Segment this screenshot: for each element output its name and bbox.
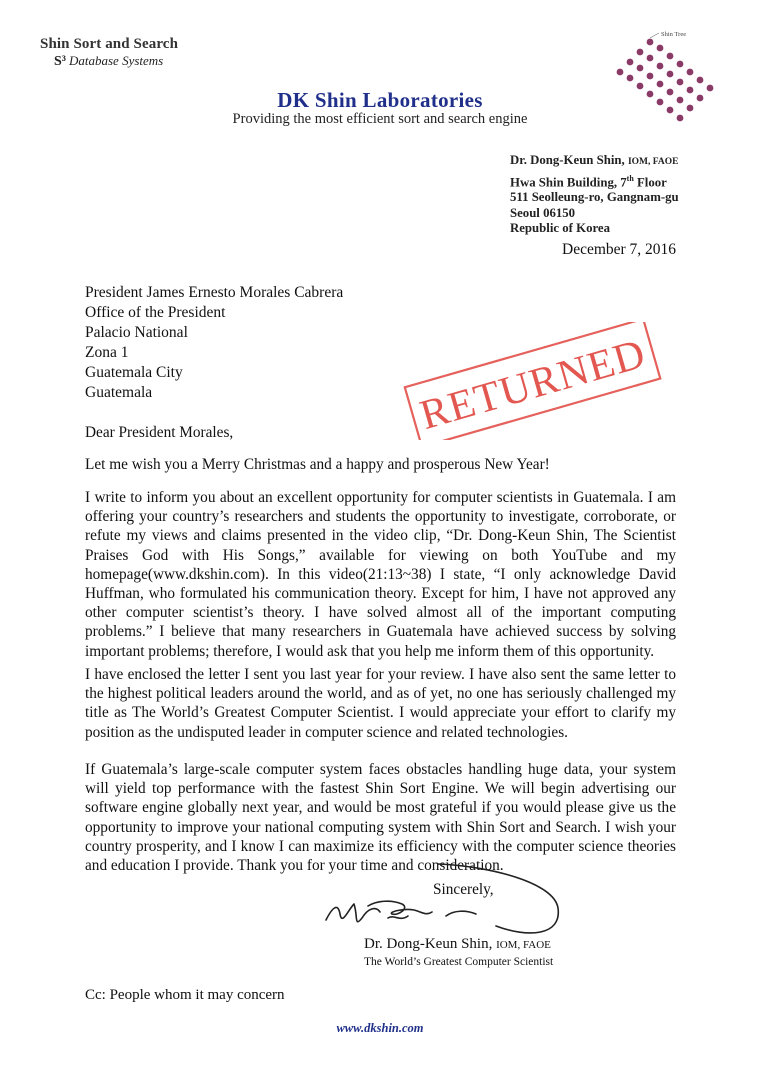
logo-mark: S³ — [54, 54, 66, 69]
closing-word: Sincerely, — [433, 881, 494, 898]
footer-website-link[interactable]: www.dkshin.com — [336, 1021, 424, 1035]
sender-name-line — [510, 153, 679, 171]
signer-name-line — [364, 936, 551, 953]
tree-dot — [687, 69, 694, 76]
sender-city: Seoul 06150 — [510, 205, 576, 220]
sender-address — [510, 153, 679, 237]
handwritten-signature — [318, 856, 576, 946]
tree-dot — [677, 97, 684, 104]
paragraph-greeting: Let me wish you a Merry Christmas and a happy and prosperous New Year! — [85, 456, 550, 473]
paragraph-enclosure: I have enclosed the letter I sent you last year for your review. I have also sent the same letter to the highest political leaders around the world, and as of yet, no one has seriously challenged my title as The World’s Greatest Computer Scientist. I would appreciate your effort to clarify my position as the undisputed leader in computer science and related technologies. — [85, 666, 676, 741]
tree-logo-label: Shin Tree — [661, 31, 687, 38]
cc-line: Cc: People whom it may concern — [85, 987, 285, 1003]
sender-street: 511 Seolleung-ro, Gangnam-gu — [510, 190, 679, 205]
tree-dot — [697, 95, 704, 102]
sender-name: Dr. Dong-Keun Shin, — [510, 153, 625, 167]
recipient-line: Guatemala — [85, 384, 153, 401]
recipient-line: President James Ernesto Morales Cabrera — [85, 284, 344, 301]
tree-dot — [647, 39, 654, 46]
tree-dot — [627, 59, 634, 66]
tree-dot — [637, 83, 644, 90]
tree-dot — [707, 85, 714, 92]
sender-floor: Floor — [633, 174, 667, 189]
recipient-line: Palacio National — [85, 324, 188, 341]
sender-building: Hwa Shin Building, 7 — [510, 174, 627, 189]
company-logo-text — [40, 36, 178, 70]
signer-name: Dr. Dong-Keun Shin, — [364, 936, 493, 952]
signer-title: The World’s Greatest Computer Scientist — [364, 956, 554, 968]
sender-country: Republic of Korea — [510, 221, 611, 236]
tree-dot — [667, 71, 674, 78]
sender-building-line — [510, 171, 679, 191]
tree-dot — [637, 65, 644, 72]
tree-dot — [677, 61, 684, 68]
tree-dot — [667, 89, 674, 96]
letter-date: December 7, 2016 — [562, 241, 677, 258]
tree-dot — [657, 45, 664, 52]
signer-credentials: IOM, FAOE — [496, 939, 551, 951]
shin-tree-logo-icon — [612, 28, 722, 130]
tree-dot — [647, 55, 654, 62]
tree-dot — [617, 69, 624, 76]
recipient-line: Zona 1 — [85, 344, 129, 361]
tree-dot — [667, 107, 674, 114]
logo-subtitle: Database Systems — [68, 53, 164, 68]
tree-dot — [687, 87, 694, 94]
tree-dot — [667, 53, 674, 60]
tree-dot — [657, 81, 664, 88]
tree-dot — [677, 79, 684, 86]
paragraph-opportunity: I write to inform you about an excellent opportunity for computer scientists in Guatemala. I am offering your country’s researchers and students the opportunity to investigate, corroborate, or refute my views and claims presented in the video clip, “Dr. Dong-Keun Shin, The Scientist Praises God with His Songs,” available for viewing on both YouTube and my homepage(www.dkshin.com). In this video(21:13~38) I state, “I only acknowledge David Huffman, who formulated his communication theory. Except for him, I have not approved any other computer scientist’s theory. I have solved almost all of the important computing problems.” I believe that many researchers in Guatemala have achieved success by solving important problems; therefore, I would ask that you help me inform them of this opportunity. — [85, 489, 676, 660]
salutation: Dear President Morales, — [85, 424, 234, 441]
stamp-text: RETURNED — [415, 330, 651, 439]
tree-dot — [657, 63, 664, 70]
sender-building-sup: th — [626, 173, 634, 183]
recipient-address — [85, 283, 343, 403]
letterhead-title: DK Shin Laboratories — [277, 88, 483, 112]
tree-dot — [647, 91, 654, 98]
sender-credentials: IOM, FAOE — [627, 157, 679, 167]
tree-dot — [637, 49, 644, 56]
tree-dot — [647, 73, 654, 80]
paragraph-offer: If Guatemala’s large-scale computer system faces obstacles handling huge data, your system will yield top performance with the fastest Shin Sort Engine. We will begin advertising our software engine globally next year, and would be most grateful if you would please give us the opportunity to improve your national computing system with Shin Sort and Search. I wish your country prosperity, and I know I can maximize its efficiency with the computer science theories and education I provide. Thank you for your time and consideration. — [85, 761, 676, 875]
logo-line-1: Shin Sort and Search — [40, 36, 179, 52]
logo-line-2 — [54, 53, 178, 70]
recipient-line: Office of the President — [85, 304, 226, 321]
letterhead-tagline: Providing the most efficient sort and search engine — [232, 111, 528, 127]
tree-dot — [627, 75, 634, 82]
recipient-line: Guatemala City — [85, 364, 183, 381]
tree-dot — [697, 77, 704, 84]
tree-dot — [687, 105, 694, 112]
tree-dot — [677, 115, 684, 122]
tree-dot — [657, 99, 664, 106]
